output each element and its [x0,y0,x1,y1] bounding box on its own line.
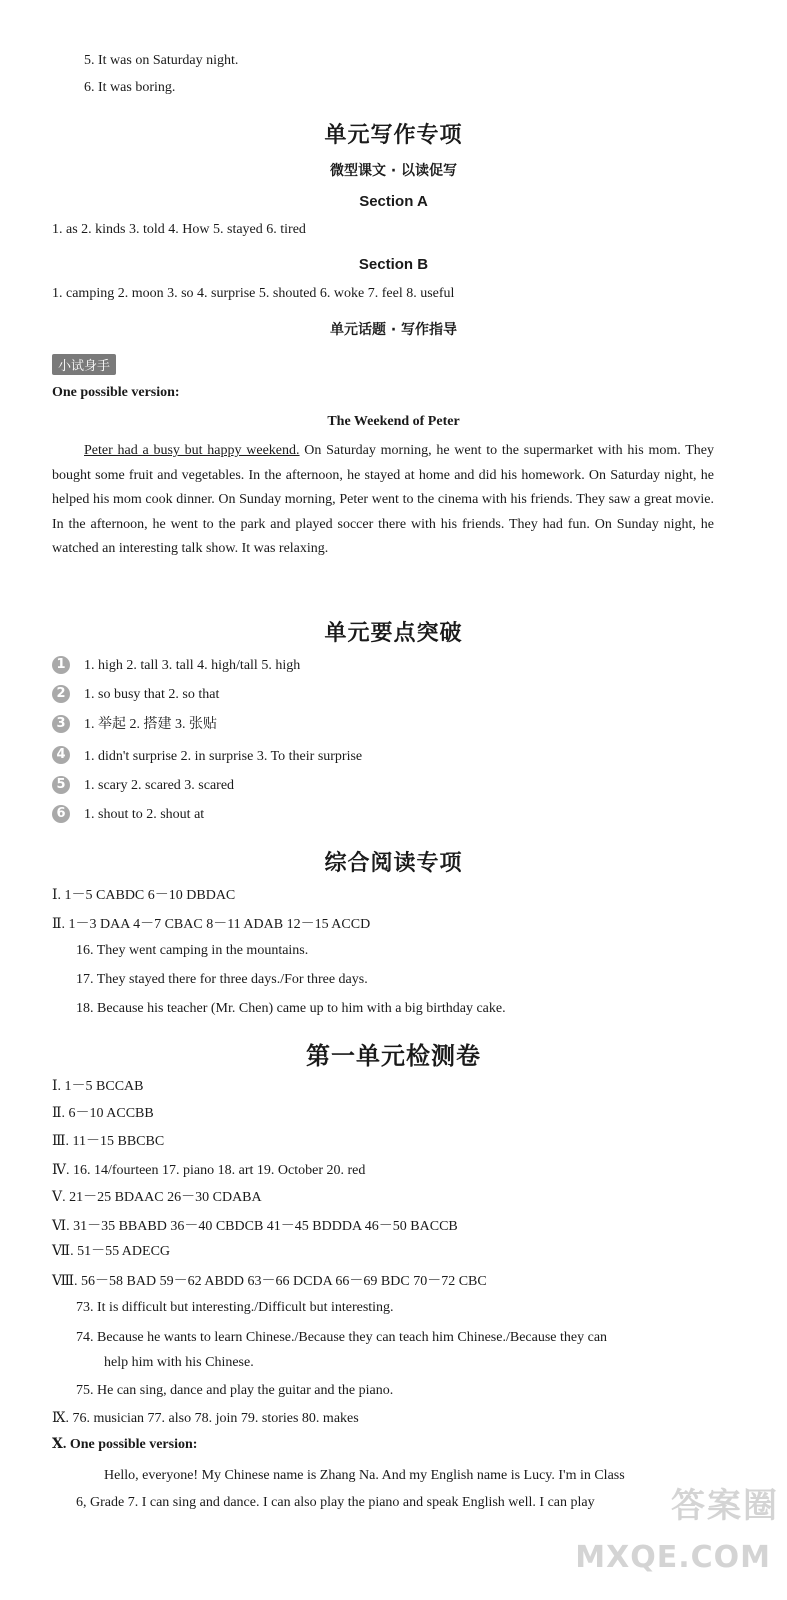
test-line-4: Ⅳ. 16. 14/fourteen 17. piano 18. art 19. October 20. red [52,1163,366,1178]
writing-subheading-2: 单元话题 · 写作指导 [329,322,458,338]
keypoint-answer-1: 1. high 2. tall 3. tall 4. high/tall 5. high [84,658,301,673]
practice-tag: 小试身手 [52,354,116,375]
version-label: One possible version: [52,385,180,400]
keypoint-number-3: 3 [52,715,70,733]
keypoint-answer-4: 1. didn't surprise 2. in surprise 3. To their surprise [84,749,363,764]
reading-line-1: Ⅰ. 1－5 CABDC 6－10 DBDAC [52,888,236,903]
letter-line-1: Hello, everyone! My Chinese name is Zhang Na. And my English name is Lucy. I'm in Class [104,1468,625,1483]
section-a-title: Section A [359,193,428,210]
test-line-1: Ⅰ. 1－5 BCCAB [52,1079,144,1094]
test-line-10: Ⅹ. One possible version: [52,1437,198,1452]
reading-line-2: Ⅱ. 1－3 DAA 4－7 CBAC 8－11 ADAB 12－15 ACCD [52,917,371,932]
test-line-2: Ⅱ. 6－10 ACCBB [52,1106,154,1121]
reading-heading: 综合阅读专项 [324,851,463,876]
writing-subheading-1: 微型课文 · 以读促写 [329,163,458,179]
keypoint-answer-5: 1. scary 2. scared 3. scared [84,778,235,793]
keypoint-number-2: 2 [52,685,70,703]
essay-body: On Saturday morning, he went to the supermarket with his mom. They bought some fruit and vegetables. In the afternoon, he stayed at home and did his homework. On Saturday night, he helped his mom cook dinner. On Sunday morning, Peter went to the cinema with his friends. They saw a great movie. In the afternoon, he went to the park and played soccer there with his friends. They had fun. On Sunday night, he watched an interesting talk show. It was relaxing. [52,443,714,556]
test-answer-74-line-1: 74. Because he wants to learn Chinese./Because they can teach him Chinese./Because they can [76,1330,608,1345]
reading-answer-16: 16. They went camping in the mountains. [76,943,309,958]
keypoint-answer-3: 1. 举起 2. 搭建 3. 张贴 [84,717,217,732]
test-line-5: Ⅴ. 21－25 BDAAC 26－30 CDABA [52,1190,262,1205]
keypoint-number-6: 6 [52,805,70,823]
writing-heading: 单元写作专项 [324,123,463,148]
answer-line-6: 6. It was boring. [84,80,176,95]
section-a-answers: 1. as 2. kinds 3. told 4. How 5. stayed 6. tired [52,222,306,237]
letter-line-2: 6, Grade 7. I can sing and dance. I can also play the piano and speak English well. I can play [76,1495,595,1510]
keypoint-number-4: 4 [52,746,70,764]
test-line-7: Ⅶ. 51－55 ADECG [52,1244,171,1259]
keypoint-number-5: 5 [52,776,70,794]
test-answer-73: 73. It is difficult but interesting./Difficult but interesting. [76,1300,394,1315]
answer-line-5: 5. It was on Saturday night. [84,53,239,68]
reading-answer-18: 18. Because his teacher (Mr. Chen) came up to him with a big birthday cake. [76,1001,506,1016]
watermark-url: MXQE.COM [575,1540,771,1575]
section-b-title: Section B [358,256,429,273]
test-line-3: Ⅲ. 11－15 BBCBC [52,1134,165,1149]
keypoints-heading: 单元要点突破 [324,621,463,646]
essay-title: The Weekend of Peter [327,414,460,429]
test-line-9: Ⅸ. 76. musician 77. also 78. join 79. stories 80. makes [52,1411,359,1426]
essay-topic-sentence: Peter had a busy but happy weekend. [84,443,300,458]
keypoint-number-1: 1 [52,656,70,674]
test-line-6: Ⅵ. 31－35 BBABD 36－40 CBDCB 41－45 BDDDA 46－50 BACCB [52,1219,458,1234]
watermark-logo: 答案圈 [671,1486,779,1526]
essay-paragraph [52,439,714,562]
section-b-answers: 1. camping 2. moon 3. so 4. surprise 5. shouted 6. woke 7. feel 8. useful [52,286,455,301]
keypoint-answer-2: 1. so busy that 2. so that [84,687,220,702]
reading-answer-17: 17. They stayed there for three days./For three days. [76,972,368,987]
test-heading: 第一单元检测卷 [306,1042,481,1070]
test-answer-75: 75. He can sing, dance and play the guitar and the piano. [76,1383,394,1398]
test-line-8: Ⅷ. 56－58 BAD 59－62 ABDD 63－66 DCDA 66－69 BDC 70－72 CBC [52,1274,487,1289]
keypoint-answer-6: 1. shout to 2. shout at [84,807,205,822]
test-answer-74-line-2: help him with his Chinese. [104,1355,254,1370]
